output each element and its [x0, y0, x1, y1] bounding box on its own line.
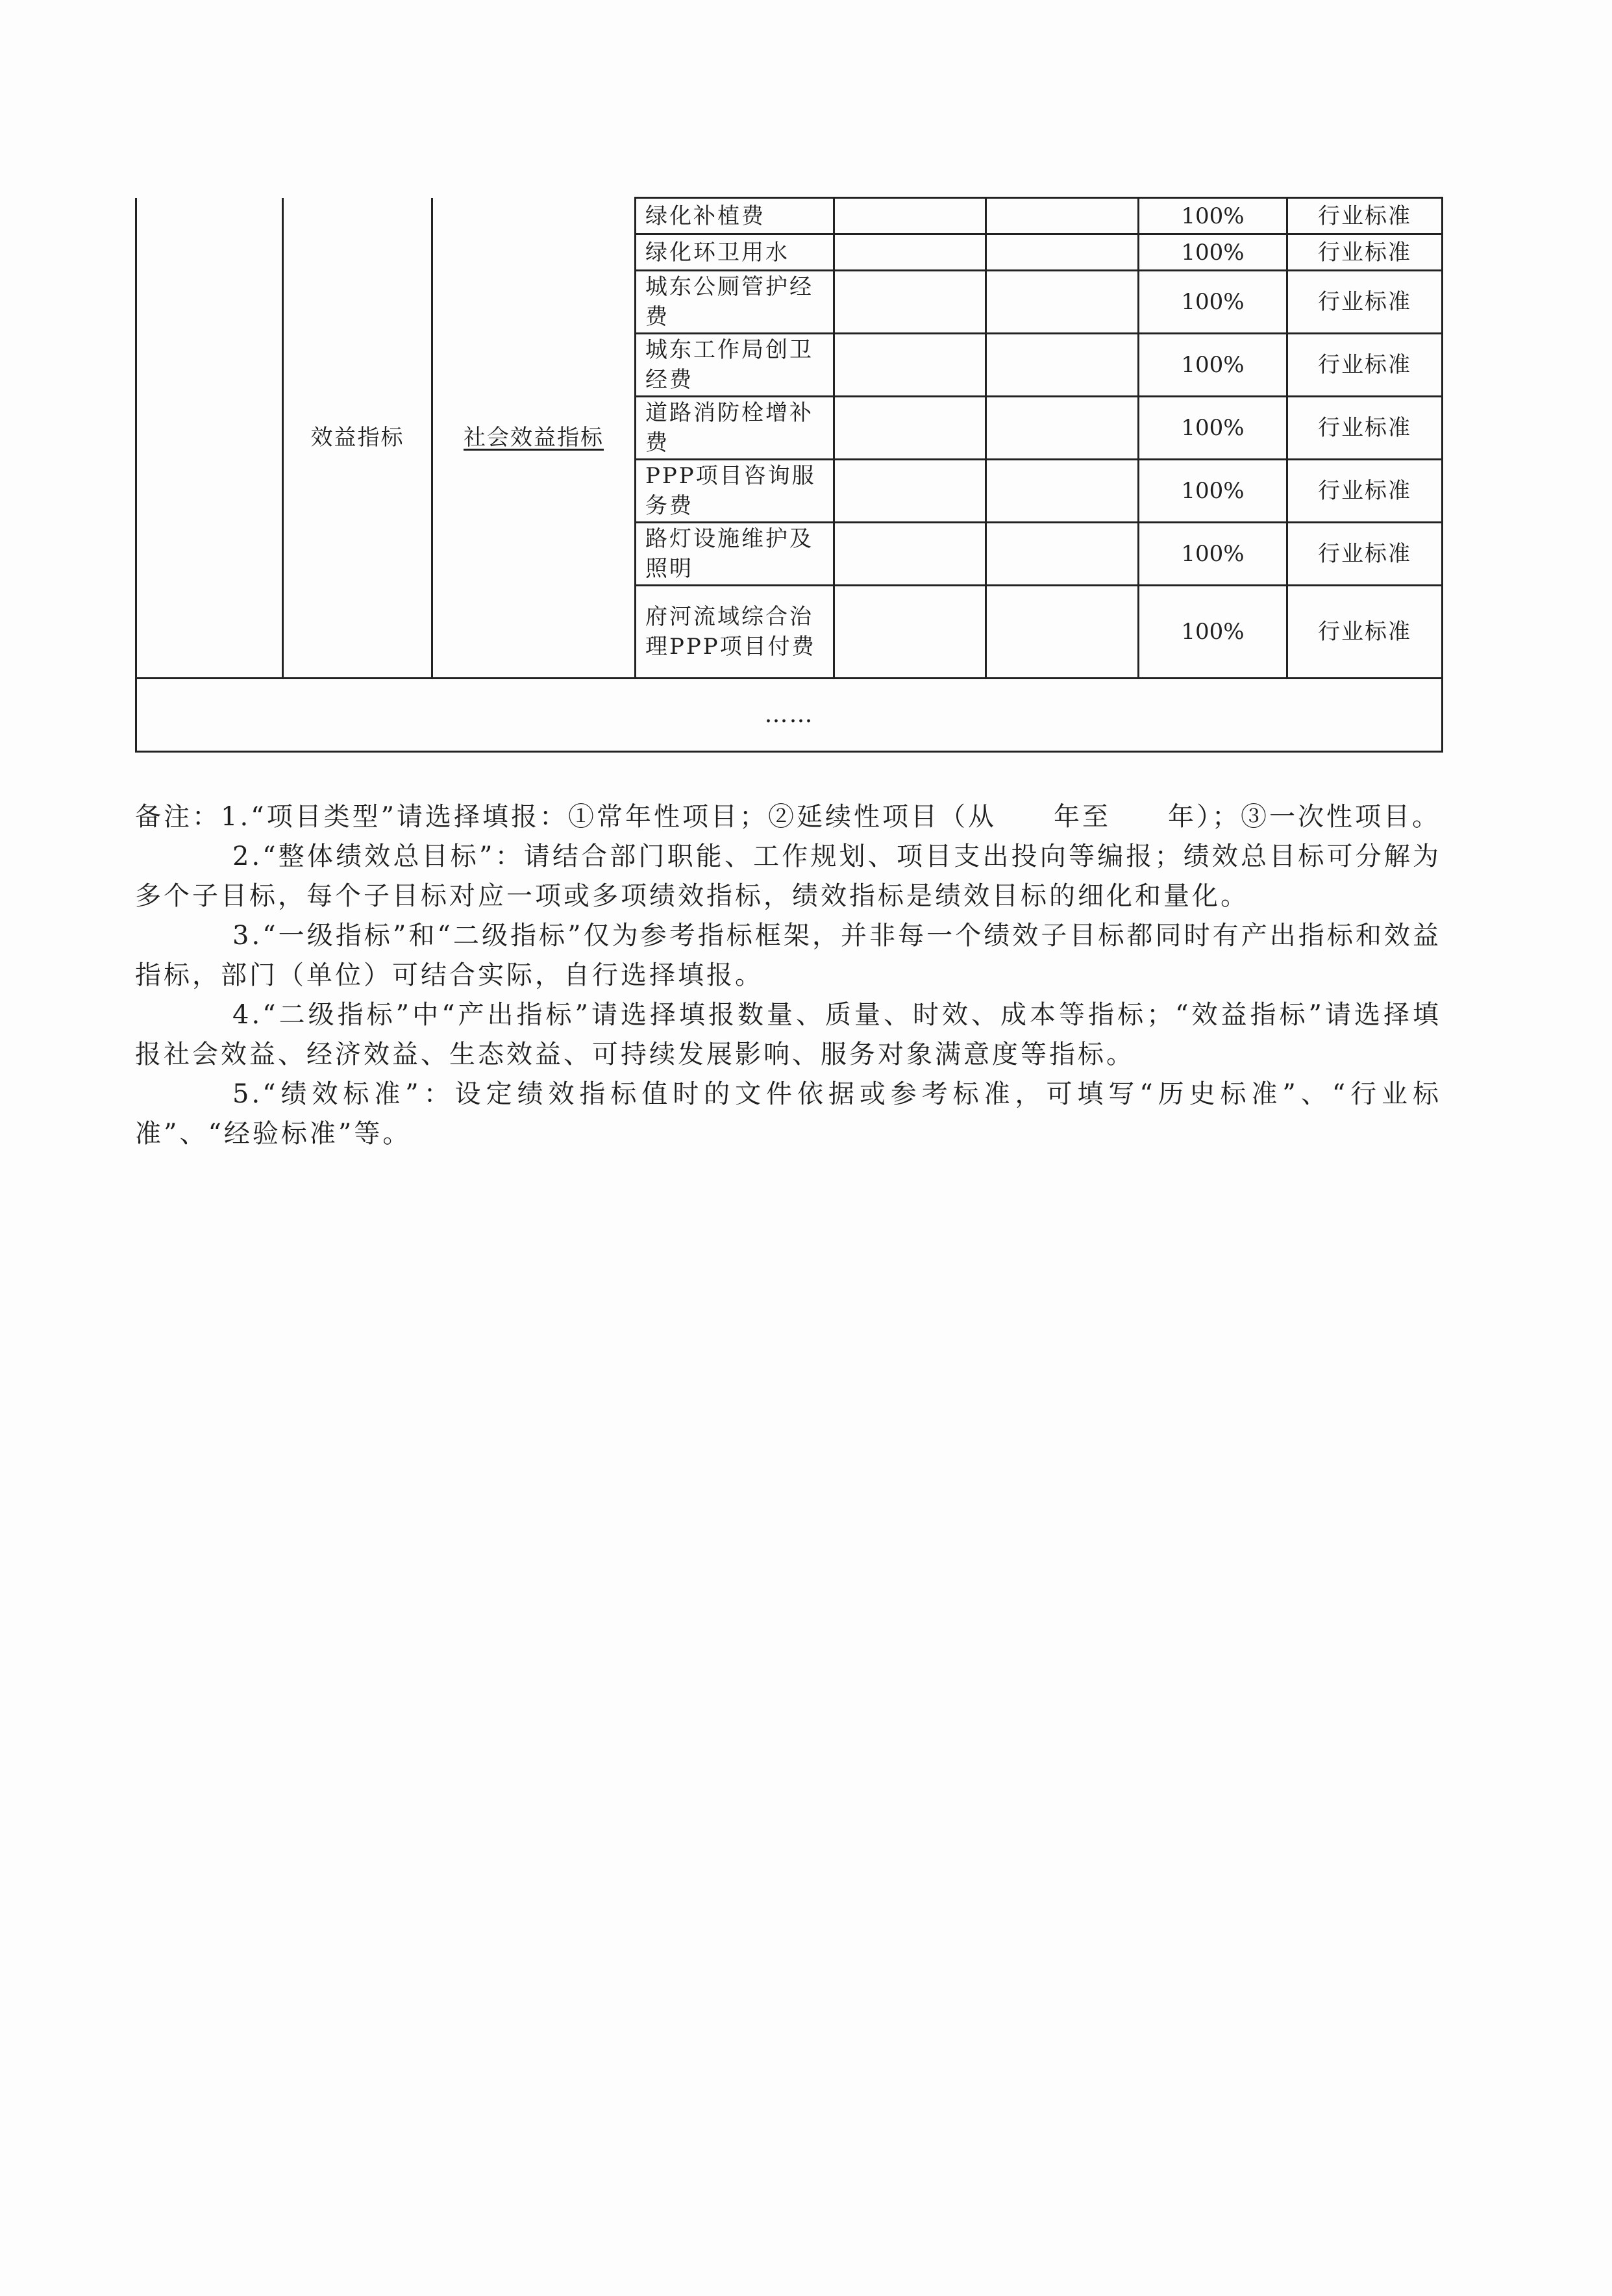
indicator-name: 绿化环卫用水	[636, 234, 834, 271]
indicator-standard: 行业标准	[1287, 334, 1443, 397]
indicator-name: 城东工作局创卫经费	[636, 334, 834, 397]
indicator-name: 府河流域综合治理PPP项目付费	[636, 586, 834, 679]
cell-empty	[834, 586, 986, 679]
indicator-value: 100%	[1139, 271, 1287, 334]
indicator-standard: 行业标准	[1287, 271, 1443, 334]
indicator-standard: 行业标准	[1287, 460, 1443, 523]
indicator-standard: 行业标准	[1287, 523, 1443, 586]
cell-empty	[986, 523, 1139, 586]
cell-empty	[834, 460, 986, 523]
cell-empty	[834, 523, 986, 586]
indicator-name: 城东公厕管护经费	[636, 271, 834, 334]
cell-empty	[986, 334, 1139, 397]
indicator-value: 100%	[1139, 586, 1287, 679]
indicator-value: 100%	[1139, 234, 1287, 271]
cell-empty	[986, 234, 1139, 271]
cell-empty	[986, 397, 1139, 460]
cell-empty	[986, 586, 1139, 679]
cell-empty	[986, 198, 1139, 234]
level2-cell	[432, 198, 636, 679]
indicator-standard: 行业标准	[1287, 234, 1443, 271]
cell-empty	[136, 198, 283, 679]
indicator-name: 路灯设施维护及照明	[636, 523, 834, 586]
level1-cell	[283, 198, 432, 679]
performance-indicator-table	[135, 197, 1443, 753]
note-5: 5.“绩效标准”：设定绩效指标值时的文件依据或参考标准，可填写“历史标准”、“行业标准”、“经验标准”等。	[135, 1079, 1441, 1149]
cell-empty	[834, 334, 986, 397]
indicator-value: 100%	[1139, 460, 1287, 523]
indicator-value: 100%	[1139, 198, 1287, 234]
indicator-name: 绿化补植费	[636, 198, 834, 234]
cell-empty	[834, 198, 986, 234]
indicator-name: PPP项目咨询服务费	[636, 460, 834, 523]
cell-empty	[834, 271, 986, 334]
cell-empty	[834, 397, 986, 460]
indicator-value: 100%	[1139, 397, 1287, 460]
note-3: 3.“一级指标”和“二级指标”仅为参考指标框架，并非每一个绩效子目标都同时有产出指标和效益指标，部门（单位）可结合实际，自行选择填报。	[135, 921, 1441, 990]
ellipsis-row	[136, 679, 1443, 752]
indicator-value: 100%	[1139, 523, 1287, 586]
cell-empty	[986, 460, 1139, 523]
indicator-standard: 行业标准	[1287, 198, 1443, 234]
note-4: 4.“二级指标”中“产出指标”请选择填报数量、质量、时效、成本等指标；“效益指标”请选择填报社会效益、经济效益、生态效益、可持续发展影响、服务对象满意度等指标。	[135, 1000, 1441, 1069]
cell-empty	[986, 271, 1139, 334]
indicator-value: 100%	[1139, 334, 1287, 397]
level1-label: 效益指标	[310, 424, 404, 451]
cell-empty	[834, 234, 986, 271]
level2-label: 社会效益指标	[464, 424, 604, 451]
notes-section	[135, 797, 1441, 1154]
note-2: 2.“整体绩效总目标”：请结合部门职能、工作规划、项目支出投向等编报；绩效总目标可分解为多个子目标，每个子目标对应一项或多项绩效指标，绩效指标是绩效目标的细化和量化。	[135, 842, 1441, 911]
indicator-name: 道路消防栓增补费	[636, 397, 834, 460]
table-row	[136, 198, 1443, 234]
ellipsis-cell: ……	[136, 679, 1443, 752]
note-1: 备注：1.“项目类型”请选择填报：①常年性项目；②延续性项目（从 年至 年）；③一次性项目。	[135, 802, 1441, 832]
indicator-standard: 行业标准	[1287, 586, 1443, 679]
indicator-standard: 行业标准	[1287, 397, 1443, 460]
